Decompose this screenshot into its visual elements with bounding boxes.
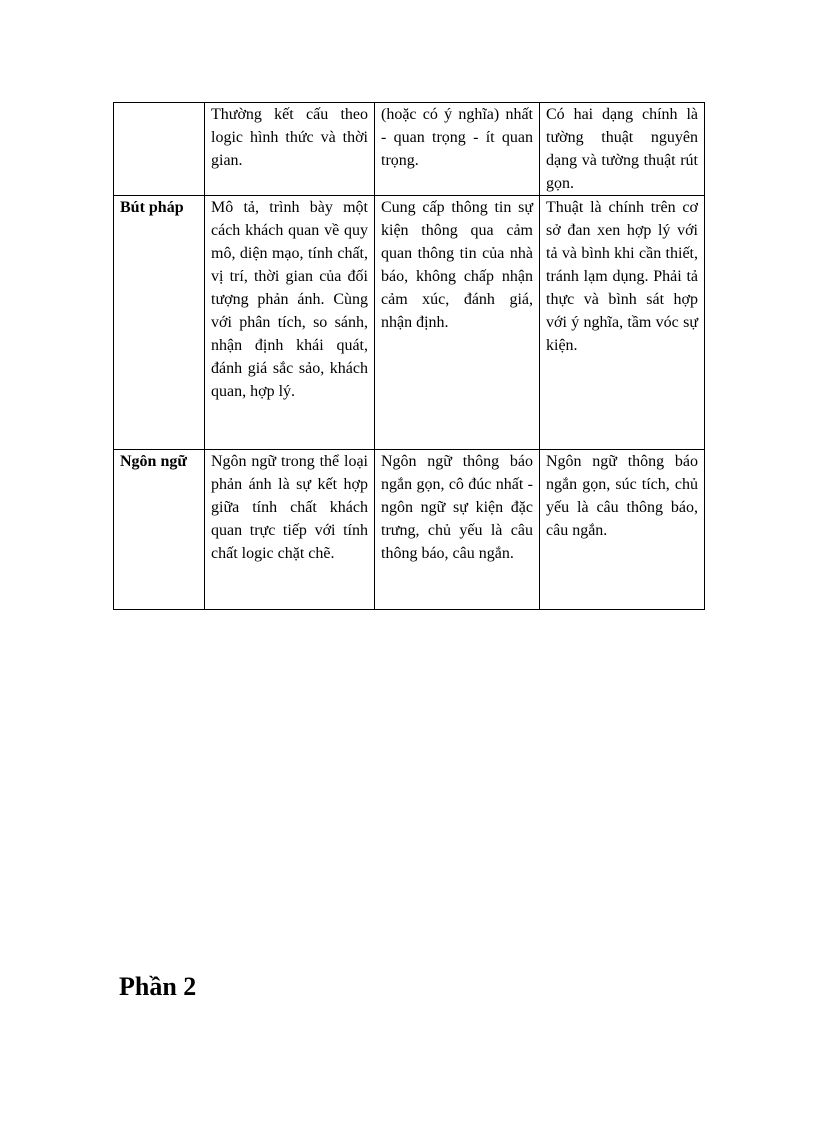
table-cell: Ngôn ngữ trong thể loại phản ánh là sự kết hợp giữa tính chất khách quan trực tiếp với tính chất logic chặt chẽ. bbox=[205, 450, 375, 610]
table-cell: Thuật là chính trên cơ sở đan xen hợp lý với tả và bình khi cần thiết, tránh lạm dụng. Phải tả thực và bình sát hợp với ý nghĩa, tầm vóc sự kiện. bbox=[540, 196, 705, 450]
section-heading: Phần 2 bbox=[119, 972, 197, 1001]
table-cell: Thường kết cấu theo logic hình thức và thời gian. bbox=[205, 103, 375, 196]
table-row bbox=[114, 196, 705, 450]
table-cell: Ngôn ngữ thông báo ngắn gọn, súc tích, chủ yếu là câu thông báo, câu ngắn. bbox=[540, 450, 705, 610]
table-cell: Cung cấp thông tin sự kiện thông qua cảm quan thông tin của nhà báo, không chấp nhận cảm xúc, đánh giá, nhận định. bbox=[375, 196, 540, 450]
table-row bbox=[114, 103, 705, 196]
row-label: Ngôn ngữ bbox=[114, 450, 205, 610]
table-cell: Ngôn ngữ thông báo ngắn gọn, cô đúc nhất - ngôn ngữ sự kiện đặc trưng, chủ yếu là câu thông báo, câu ngắn. bbox=[375, 450, 540, 610]
row-label bbox=[114, 103, 205, 196]
table-cell: (hoặc có ý nghĩa) nhất - quan trọng - ít quan trọng. bbox=[375, 103, 540, 196]
table-row bbox=[114, 450, 705, 610]
comparison-table bbox=[113, 102, 705, 610]
table-cell: Có hai dạng chính là tường thuật nguyên dạng và tường thuật rút gọn. bbox=[540, 103, 705, 196]
row-label: Bút pháp bbox=[114, 196, 205, 450]
table-cell: Mô tả, trình bày một cách khách quan về quy mô, diện mạo, tính chất, vị trí, thời gian của đối tượng phản ánh. Cùng với phân tích, so sánh, nhận định khái quát, đánh giá sắc sảo, khách quan, hợp lý. bbox=[205, 196, 375, 450]
